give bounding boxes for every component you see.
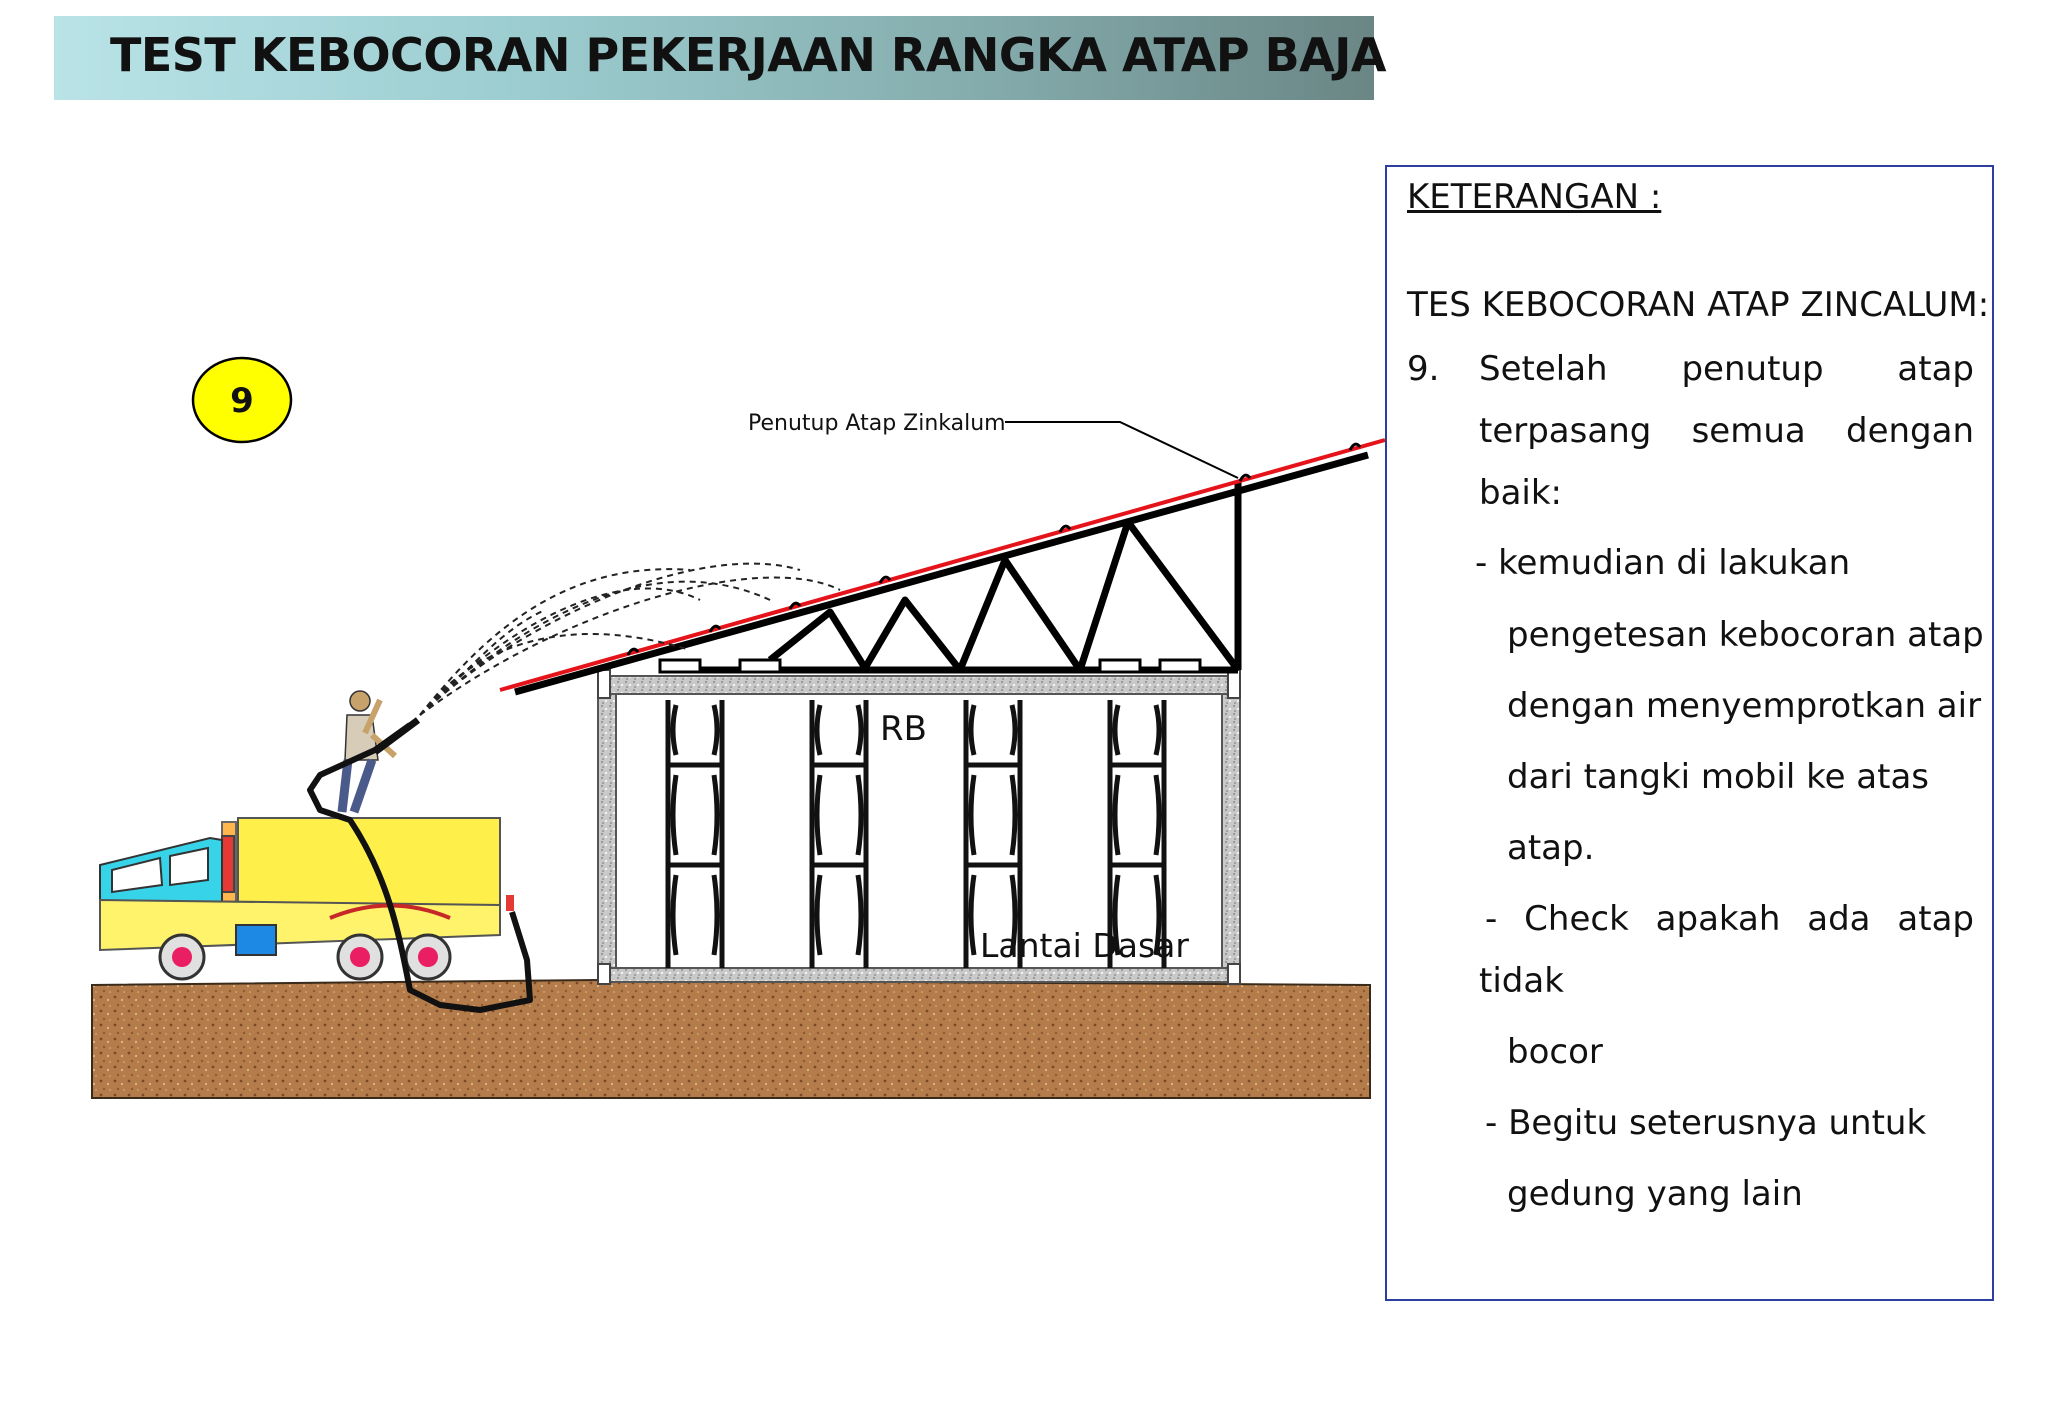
steel-roof-truss <box>515 455 1368 692</box>
bullet-2-line-2: tidak <box>1479 961 1564 1001</box>
bullet-1-line-5: atap. <box>1507 828 1595 868</box>
room-label: RB <box>880 709 927 749</box>
bullet-1-line-1: - kemudian di lakukan <box>1475 543 1851 583</box>
description-panel <box>1385 165 1994 1301</box>
ground <box>92 980 1370 1098</box>
step-number: 9. <box>1407 349 1440 389</box>
bullet-3-line-1: - Begitu seterusnya untuk <box>1485 1103 1927 1143</box>
page-title: TEST KEBOCORAN PEKERJAAN RANGKA ATAP BAJA <box>110 28 1386 82</box>
panel-subheading: TES KEBOCORAN ATAP ZINCALUM: <box>1407 285 1990 325</box>
step-line-2: terpasang semua dengan <box>1479 411 1974 451</box>
step-badge-number: 9 <box>230 381 254 421</box>
water-tank-truck <box>100 818 514 979</box>
step-line-3: baik: <box>1479 473 1563 513</box>
bullet-3-line-2: gedung yang lain <box>1507 1174 1803 1214</box>
step-badge <box>193 358 291 442</box>
bullet-1-line-3: dengan menyemprotkan air <box>1507 686 1982 726</box>
roof-label: Penutup Atap Zinkalum <box>748 411 1006 436</box>
bullet-1-line-4: dari tangki mobil ke atas <box>1507 757 1930 797</box>
bullet-1-line-2: pengetesan kebocoran atap <box>1507 615 1984 655</box>
panel-heading: KETERANGAN : <box>1407 177 1662 217</box>
bullet-2-line-1: - Check apakah ada atap <box>1485 899 1974 939</box>
floor-label: Lantai Dasar <box>980 926 1189 965</box>
bullet-2-line-3: bocor <box>1507 1032 1603 1072</box>
spray-nozzle <box>375 720 418 752</box>
roof-label-leader <box>1005 422 1238 478</box>
step-line-1: Setelah penutup atap <box>1479 349 1974 389</box>
